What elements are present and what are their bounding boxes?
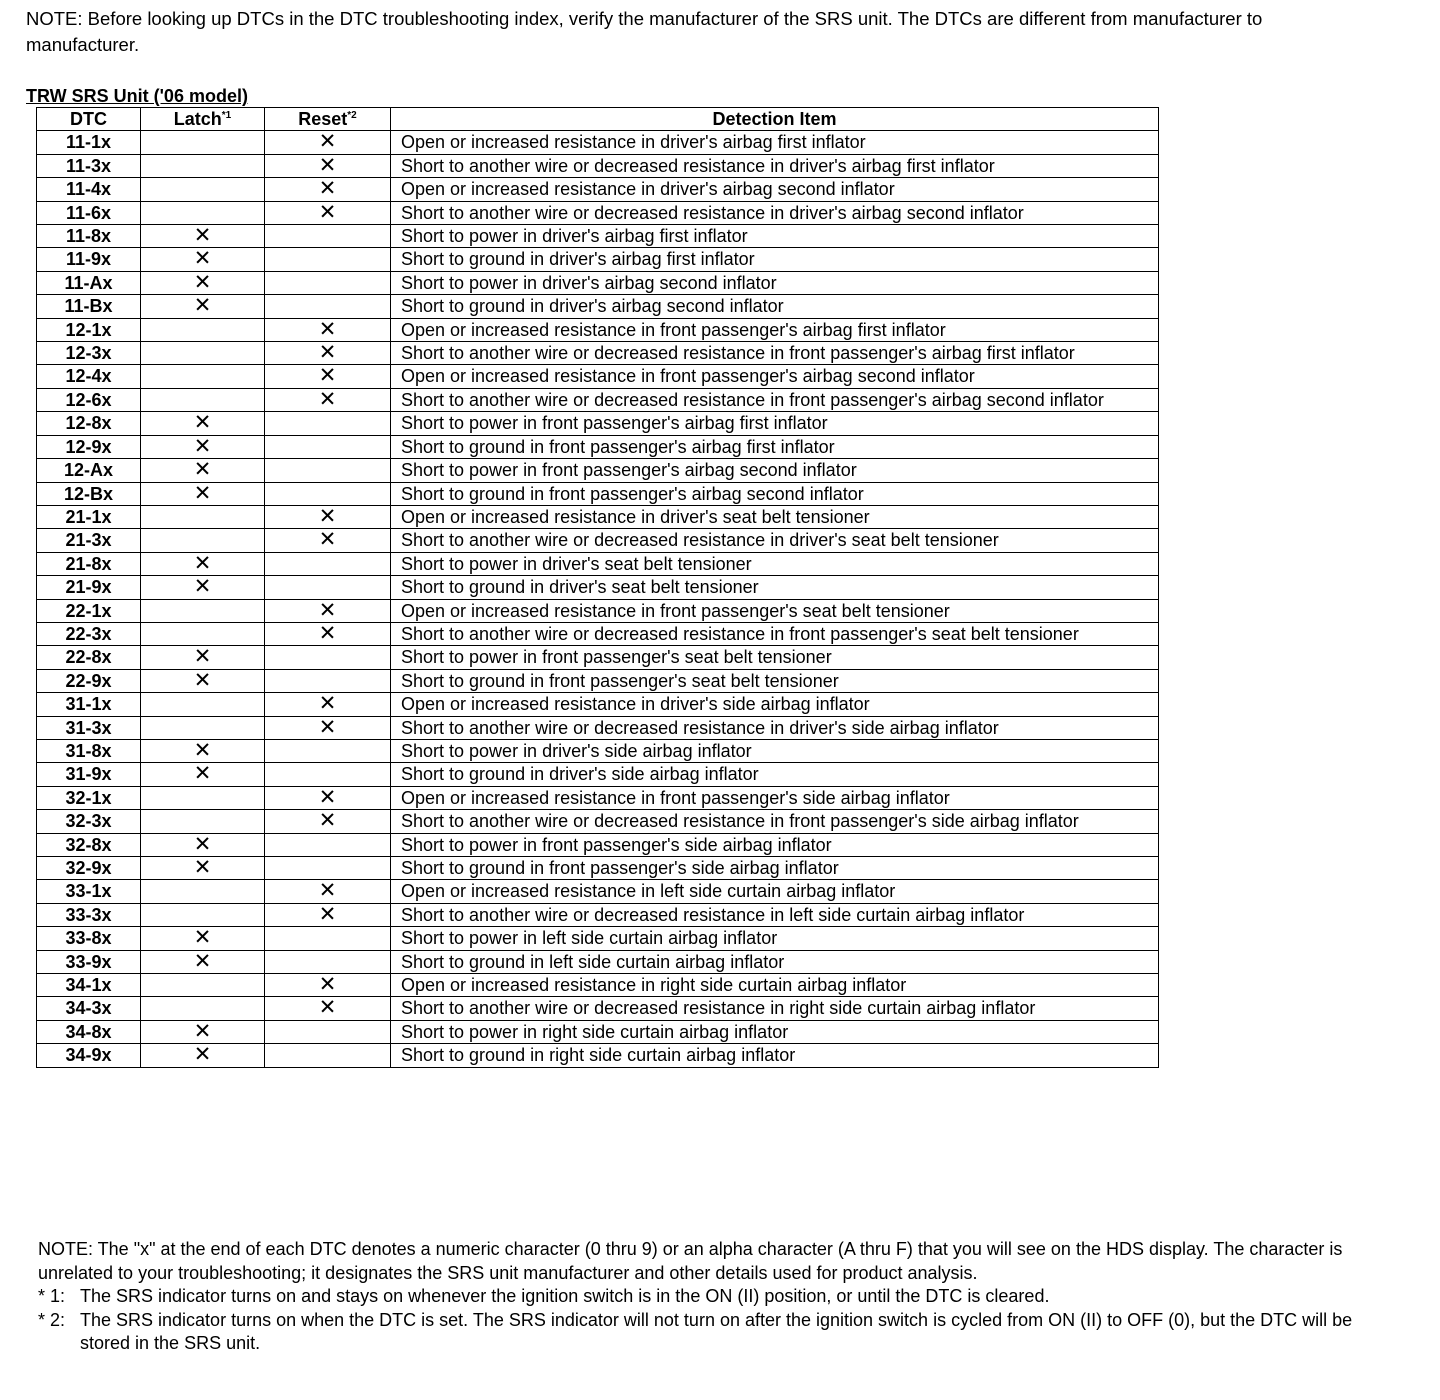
footnote-2 [38, 1309, 1378, 1356]
dtc-code: 12-3x [37, 342, 141, 365]
header-detection-item: Detection Item [391, 108, 1159, 131]
table-row [37, 552, 1159, 575]
detection-item: Short to ground in driver's seat belt tensioner [391, 576, 1159, 599]
latch-mark: ✕ [141, 1020, 265, 1043]
table-row [37, 505, 1159, 528]
reset-mark [265, 295, 391, 318]
detection-item: Short to another wire or decreased resistance in front passenger's airbag first inflator [391, 342, 1159, 365]
dtc-code: 31-9x [37, 763, 141, 786]
latch-mark: ✕ [141, 552, 265, 575]
reset-mark [265, 646, 391, 669]
dtc-code: 33-8x [37, 927, 141, 950]
latch-mark: ✕ [141, 412, 265, 435]
latch-mark [141, 201, 265, 224]
table-row [37, 810, 1159, 833]
reset-mark: ✕ [265, 365, 391, 388]
table-row [37, 271, 1159, 294]
dtc-code: 11-Bx [37, 295, 141, 318]
reset-mark: ✕ [265, 505, 391, 528]
detection-item: Short to power in right side curtain airbag inflator [391, 1020, 1159, 1043]
detection-item: Short to ground in driver's airbag first inflator [391, 248, 1159, 271]
dtc-code: 21-8x [37, 552, 141, 575]
detection-item: Open or increased resistance in front passenger's seat belt tensioner [391, 599, 1159, 622]
dtc-code: 11-9x [37, 248, 141, 271]
detection-item: Short to another wire or decreased resistance in driver's side airbag inflator [391, 716, 1159, 739]
reset-mark [265, 552, 391, 575]
latch-mark: ✕ [141, 1044, 265, 1067]
table-row [37, 318, 1159, 341]
table-row [37, 716, 1159, 739]
table-row [37, 786, 1159, 809]
reset-mark: ✕ [265, 201, 391, 224]
dtc-code: 12-4x [37, 365, 141, 388]
table-row [37, 669, 1159, 692]
table-row [37, 412, 1159, 435]
detection-item: Short to power in driver's seat belt tensioner [391, 552, 1159, 575]
table-row [37, 857, 1159, 880]
detection-item: Short to ground in front passenger's airbag first inflator [391, 435, 1159, 458]
table-row [37, 435, 1159, 458]
detection-item: Open or increased resistance in driver's side airbag inflator [391, 693, 1159, 716]
dtc-code: 11-8x [37, 225, 141, 248]
table-row [37, 529, 1159, 552]
latch-footnote-ref: *1 [221, 110, 232, 121]
dtc-code: 12-Bx [37, 482, 141, 505]
reset-mark: ✕ [265, 599, 391, 622]
reset-mark: ✕ [265, 529, 391, 552]
table-row [37, 482, 1159, 505]
latch-mark: ✕ [141, 927, 265, 950]
reset-mark: ✕ [265, 903, 391, 926]
reset-mark [265, 857, 391, 880]
detection-item: Short to another wire or decreased resistance in driver's airbag second inflator [391, 201, 1159, 224]
reset-mark: ✕ [265, 716, 391, 739]
detection-item: Short to power in left side curtain airbag inflator [391, 927, 1159, 950]
table-row [37, 154, 1159, 177]
latch-mark: ✕ [141, 435, 265, 458]
dtc-code: 21-9x [37, 576, 141, 599]
table-row [37, 927, 1159, 950]
table-row [37, 693, 1159, 716]
dtc-code: 32-8x [37, 833, 141, 856]
latch-mark: ✕ [141, 482, 265, 505]
dtc-code: 31-8x [37, 739, 141, 762]
header-dtc: DTC [37, 108, 141, 131]
table-row [37, 622, 1159, 645]
dtc-code: 22-9x [37, 669, 141, 692]
detection-item: Short to another wire or decreased resistance in front passenger's airbag second inflator [391, 388, 1159, 411]
detection-item: Short to power in front passenger's airbag second inflator [391, 459, 1159, 482]
reset-mark [265, 739, 391, 762]
latch-mark: ✕ [141, 271, 265, 294]
dtc-code: 33-9x [37, 950, 141, 973]
table-row [37, 950, 1159, 973]
dtc-code: 11-4x [37, 178, 141, 201]
dtc-table-body [37, 131, 1159, 1067]
latch-mark [141, 997, 265, 1020]
reset-mark [265, 225, 391, 248]
table-row [37, 833, 1159, 856]
latch-mark [141, 786, 265, 809]
latch-mark [141, 974, 265, 997]
latch-mark: ✕ [141, 739, 265, 762]
dtc-code: 33-1x [37, 880, 141, 903]
latch-mark: ✕ [141, 459, 265, 482]
reset-mark: ✕ [265, 974, 391, 997]
reset-mark: ✕ [265, 131, 391, 154]
latch-mark: ✕ [141, 225, 265, 248]
reset-mark: ✕ [265, 880, 391, 903]
reset-mark [265, 459, 391, 482]
table-row [37, 365, 1159, 388]
reset-mark: ✕ [265, 154, 391, 177]
table-row [37, 295, 1159, 318]
latch-mark [141, 388, 265, 411]
detection-item: Short to another wire or decreased resistance in front passenger's side airbag inflator [391, 810, 1159, 833]
reset-mark [265, 412, 391, 435]
table-row [37, 903, 1159, 926]
table-row [37, 1044, 1159, 1067]
detection-item: Short to another wire or decreased resistance in driver's airbag first inflator [391, 154, 1159, 177]
detection-item: Short to ground in left side curtain airbag inflator [391, 950, 1159, 973]
dtc-code: 12-1x [37, 318, 141, 341]
reset-mark [265, 763, 391, 786]
dtc-code: 11-Ax [37, 271, 141, 294]
dtc-code: 11-1x [37, 131, 141, 154]
dtc-code: 12-8x [37, 412, 141, 435]
dtc-code: 32-1x [37, 786, 141, 809]
detection-item: Short to ground in front passenger's seat belt tensioner [391, 669, 1159, 692]
dtc-code: 34-9x [37, 1044, 141, 1067]
latch-mark [141, 716, 265, 739]
latch-mark [141, 154, 265, 177]
detection-item: Short to power in front passenger's seat belt tensioner [391, 646, 1159, 669]
dtc-code: 32-9x [37, 857, 141, 880]
dtc-code: 12-6x [37, 388, 141, 411]
reset-mark: ✕ [265, 318, 391, 341]
detection-item: Short to another wire or decreased resistance in left side curtain airbag inflator [391, 903, 1159, 926]
reset-mark: ✕ [265, 693, 391, 716]
latch-mark [141, 529, 265, 552]
table-row [37, 880, 1159, 903]
detection-item: Open or increased resistance in front passenger's airbag second inflator [391, 365, 1159, 388]
reset-mark: ✕ [265, 786, 391, 809]
reset-mark [265, 435, 391, 458]
latch-mark: ✕ [141, 646, 265, 669]
latch-mark [141, 693, 265, 716]
reset-mark [265, 1020, 391, 1043]
detection-item: Short to ground in driver's side airbag inflator [391, 763, 1159, 786]
latch-mark [141, 131, 265, 154]
latch-mark [141, 880, 265, 903]
table-row [37, 225, 1159, 248]
reset-footnote-ref: *2 [347, 110, 357, 121]
hds-note: NOTE: The "x" at the end of each DTC denotes a numeric character (0 thru 9) or an alpha character (A thru F) that you will see on the HDS display. The character is unrelated to your troubleshooting; it designates the SRS unit manufacturer and other details used for product analysis. [38, 1239, 1343, 1283]
table-row [37, 248, 1159, 271]
latch-mark [141, 318, 265, 341]
dtc-code: 34-8x [37, 1020, 141, 1043]
table-title: TRW SRS Unit ('06 model) [26, 86, 248, 106]
dtc-code: 11-3x [37, 154, 141, 177]
latch-mark [141, 505, 265, 528]
dtc-code: 12-9x [37, 435, 141, 458]
detection-item: Short to ground in front passenger's airbag second inflator [391, 482, 1159, 505]
dtc-code: 22-3x [37, 622, 141, 645]
dtc-code: 21-1x [37, 505, 141, 528]
table-row [37, 763, 1159, 786]
footnote-2-text: The SRS indicator turns on when the DTC is set. The SRS indicator will not turn on after the ignition switch is cycled from ON (II) to OFF (0), but the DTC will be stored in the SRS unit. [80, 1309, 1353, 1353]
reset-mark [265, 576, 391, 599]
dtc-code: 12-Ax [37, 459, 141, 482]
header-latch: Latch$^{*1}$ [141, 108, 265, 131]
table-row [37, 997, 1159, 1020]
latch-mark [141, 365, 265, 388]
latch-mark: ✕ [141, 833, 265, 856]
detection-item: Open or increased resistance in front passenger's side airbag inflator [391, 786, 1159, 809]
reset-mark [265, 1044, 391, 1067]
detection-item: Open or increased resistance in front passenger's airbag first inflator [391, 318, 1159, 341]
latch-mark: ✕ [141, 950, 265, 973]
reset-mark [265, 271, 391, 294]
table-row [37, 201, 1159, 224]
detection-item: Open or increased resistance in driver's seat belt tensioner [391, 505, 1159, 528]
table-row [37, 599, 1159, 622]
footnote-1-text: The SRS indicator turns on and stays on whenever the ignition switch is in the ON (II) position, or until the DTC is cleared. [80, 1286, 1050, 1306]
footnote-1-marker: * 1: [38, 1286, 66, 1306]
detection-item: Short to ground in front passenger's side airbag inflator [391, 857, 1159, 880]
latch-mark: ✕ [141, 576, 265, 599]
top-note: NOTE: Before looking up DTCs in the DTC troubleshooting index, verify the manufacturer of the SRS unit. The DTCs are different from manufacturer to manufacturer. [26, 8, 1263, 55]
latch-mark [141, 342, 265, 365]
reset-mark: ✕ [265, 997, 391, 1020]
dtc-code: 33-3x [37, 903, 141, 926]
detection-item: Short to another wire or decreased resistance in right side curtain airbag inflator [391, 997, 1159, 1020]
latch-mark [141, 903, 265, 926]
dtc-code: 34-1x [37, 974, 141, 997]
reset-mark: ✕ [265, 388, 391, 411]
dtc-table [36, 107, 1159, 1068]
dtc-code: 32-3x [37, 810, 141, 833]
reset-mark [265, 927, 391, 950]
latch-mark: ✕ [141, 857, 265, 880]
reset-mark [265, 833, 391, 856]
table-row [37, 1020, 1159, 1043]
dtc-code: 22-1x [37, 599, 141, 622]
detection-item: Short to another wire or decreased resistance in driver's seat belt tensioner [391, 529, 1159, 552]
detection-item: Short to power in driver's side airbag inflator [391, 739, 1159, 762]
latch-mark [141, 810, 265, 833]
detection-item: Short to ground in right side curtain airbag inflator [391, 1044, 1159, 1067]
latch-mark: ✕ [141, 295, 265, 318]
dtc-code: 11-6x [37, 201, 141, 224]
detection-item: Open or increased resistance in right side curtain airbag inflator [391, 974, 1159, 997]
table-header-row [37, 108, 1159, 131]
dtc-code: 31-3x [37, 716, 141, 739]
dtc-code: 22-8x [37, 646, 141, 669]
footnote-1 [38, 1285, 1378, 1309]
detection-item: Open or increased resistance in left side curtain airbag inflator [391, 880, 1159, 903]
latch-mark: ✕ [141, 763, 265, 786]
reset-mark [265, 950, 391, 973]
table-row [37, 388, 1159, 411]
detection-item: Short to power in driver's airbag first inflator [391, 225, 1159, 248]
reset-mark [265, 482, 391, 505]
table-row [37, 342, 1159, 365]
latch-mark: ✕ [141, 669, 265, 692]
dtc-code: 34-3x [37, 997, 141, 1020]
reset-mark: ✕ [265, 342, 391, 365]
detection-item: Short to ground in driver's airbag second inflator [391, 295, 1159, 318]
table-row [37, 131, 1159, 154]
reset-mark [265, 248, 391, 271]
latch-mark [141, 178, 265, 201]
detection-item: Short to another wire or decreased resistance in front passenger's seat belt tensioner [391, 622, 1159, 645]
reset-mark [265, 669, 391, 692]
dtc-code: 31-1x [37, 693, 141, 716]
detection-item: Short to power in front passenger's side airbag inflator [391, 833, 1159, 856]
table-row [37, 459, 1159, 482]
header-reset: Reset$^{*2}$ [265, 108, 391, 131]
detection-item: Short to power in driver's airbag second inflator [391, 271, 1159, 294]
reset-mark: ✕ [265, 622, 391, 645]
reset-mark: ✕ [265, 810, 391, 833]
latch-mark: ✕ [141, 248, 265, 271]
footnote-2-marker: * 2: [38, 1309, 66, 1330]
table-row [37, 646, 1159, 669]
detection-item: Short to power in front passenger's airbag first inflator [391, 412, 1159, 435]
table-row [37, 739, 1159, 762]
table-row [37, 576, 1159, 599]
reset-mark: ✕ [265, 178, 391, 201]
latch-mark [141, 599, 265, 622]
table-row [37, 974, 1159, 997]
detection-item: Open or increased resistance in driver's airbag second inflator [391, 178, 1159, 201]
detection-item: Open or increased resistance in driver's airbag first inflator [391, 131, 1159, 154]
bottom-notes [38, 1238, 1378, 1356]
dtc-code: 21-3x [37, 529, 141, 552]
latch-mark [141, 622, 265, 645]
table-row [37, 178, 1159, 201]
